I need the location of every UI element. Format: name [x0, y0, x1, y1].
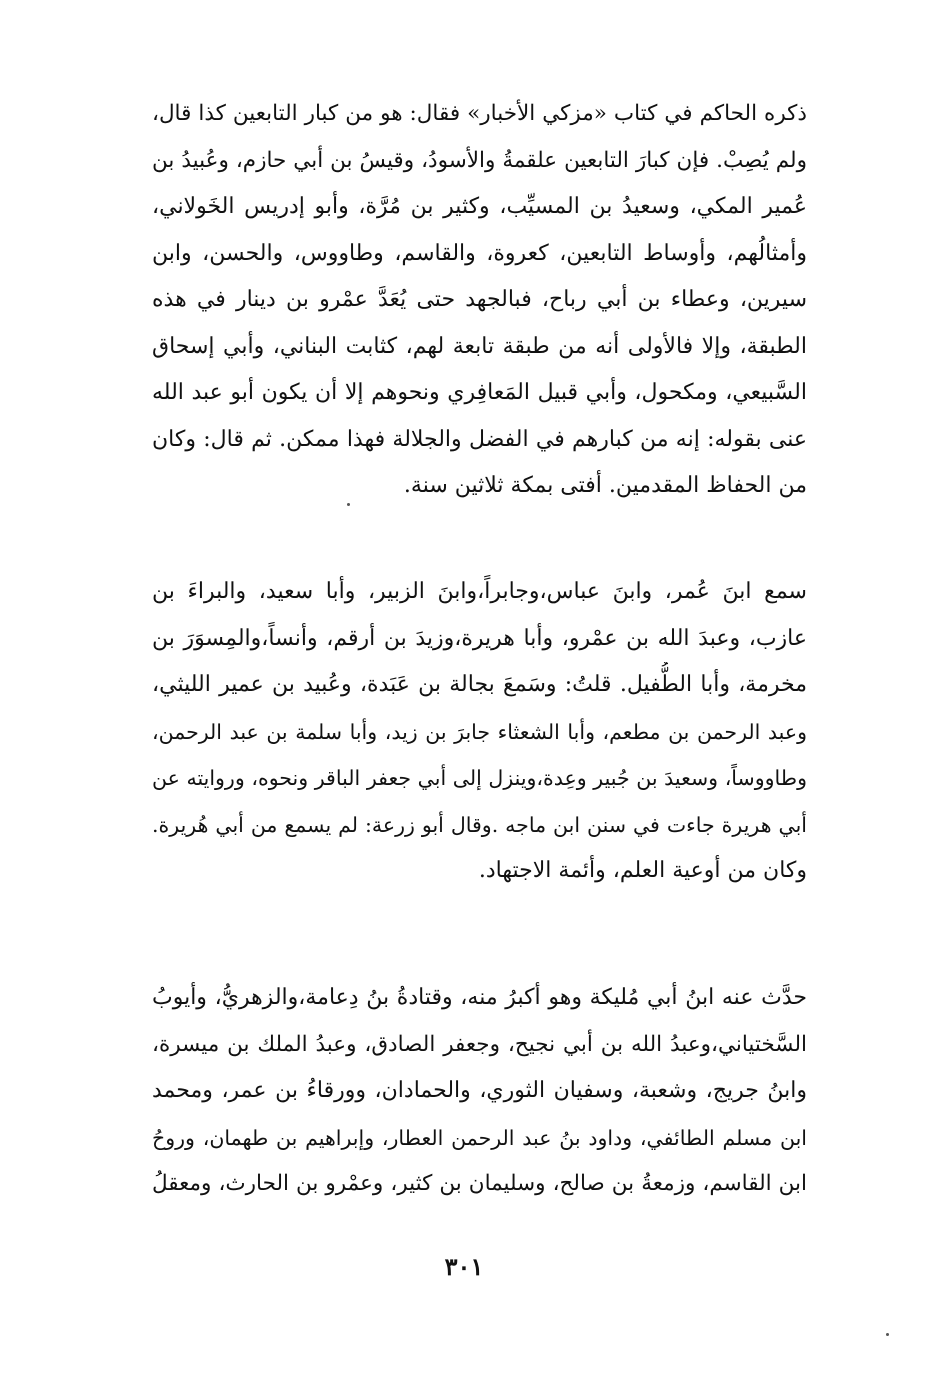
- text-line: وأمثالُهم، وأوساط التابعين، كعروة، والقاسم، وطاووس، والحسن، وابن: [152, 240, 807, 266]
- text-line: وعبد الرحمن بن مطعم، وأبا الشعثاء جابرَ بن زيد، وأبا سلمة بن عبد الرحمن،: [152, 719, 807, 744]
- text-line: الطبقة، وإلا فالأولى أنه من طبقة تابعة لهم، كثابت البناني، وأبي إسحاق: [152, 333, 807, 359]
- text-line: ابن القاسم، وزمعةُ بن صالح، وسليمان بن كثير، وعمْرو بن الحارث، ومعقلُ: [152, 1171, 807, 1196]
- text-line: أبي هريرة جاءت في سنن ابن ماجه .وقال أبو زرعة: لم يسمع من أبي هُريرة.: [152, 812, 807, 837]
- text-line: السَّبيعي، ومكحول، وأبي قبيل المَعافِري ونحوهم إلا أن يكون أبو عبد الله: [152, 380, 807, 405]
- text-line: وابنُ جريج، وشعبة، وسفيان الثوري، والحمادان، وورقاءُ بن عمر، ومحمد: [152, 1078, 807, 1103]
- text-line: حدَّث عنه ابنُ أبي مُليكة وهو أكبرُ منه، وقتادةُ بنُ دِعامة،والزهريُّ، وأيوبُ: [152, 985, 807, 1010]
- text-line: عازب، وعبدَ الله بن عمْرو، وأبا هريرة،وزيدَ بن أرقم، وأنساً،والمِسوَرَ بن: [152, 625, 807, 651]
- page-number: ٣٠١: [444, 1252, 484, 1281]
- text-line: ابن مسلم الطائفي، وداود بنُ عبد الرحمن العطار، وإبراهيم بن طهمان، وروحُ: [152, 1125, 807, 1150]
- text-line: عُمير المكي، وسعيدُ بن المسيِّب، وكثير بن مُرَّة، وأبو إدريس الخَولاني،: [152, 194, 807, 219]
- paragraph-biography: [152, 91, 807, 510]
- text-line: وطاووساً، وسعيدَ بن جُبير وعِدة،وينزل إلى أبي جعفر الباقر ونحوه، وروايته عن: [152, 766, 807, 790]
- text-line: ذكره الحاكم في كتاب «مزكي الأخبار» فقال: هو من كبار التابعين كذا قال،: [152, 101, 807, 126]
- text-line: من الحفاظ المقدمين. أفتى بمكة ثلاثين سنة.: [403, 473, 807, 498]
- text-line: عنى بقوله: إنه من كبارهم في الفضل والجلالة فهذا ممكن. ثم قال: وكان: [152, 426, 807, 452]
- text-line: وكان من أوعية العلم، وأئمة الاجتهاد.: [478, 858, 807, 883]
- print-speck: [886, 1333, 889, 1336]
- text-line: ولم يُصِبْ. فإن كبارَ التابعين علقمةُ والأسودُ، وقيسُ بن أبي حازم، وعُبيدُ بن: [152, 147, 807, 173]
- print-speck: [347, 503, 350, 506]
- paragraph-students: [152, 975, 807, 1208]
- text-line: سمع ابنَ عُمر، وابنَ عباس،وجابراً،وابنَ الزبير، وأبا سعيد، والبراءَ بن: [152, 579, 807, 604]
- paragraph-teachers: [152, 569, 807, 895]
- text-line: مخرمة، وأبا الطُّفيل. قلتُ: وسَمعَ بجالة بن عَبَدة، وعُبيد بن عمير الليثي،: [152, 672, 807, 697]
- text-line: سيرين، وعطاء بن أبي رباح، فبالجهد حتى يُعَدَّ عمْرو بن دينار في هذه: [152, 287, 807, 312]
- text-line: السَّختياني،وعبدُ الله بن أبي نجيح، وجعفر الصادق، وعبدُ الملك بن ميسرة،: [152, 1031, 807, 1057]
